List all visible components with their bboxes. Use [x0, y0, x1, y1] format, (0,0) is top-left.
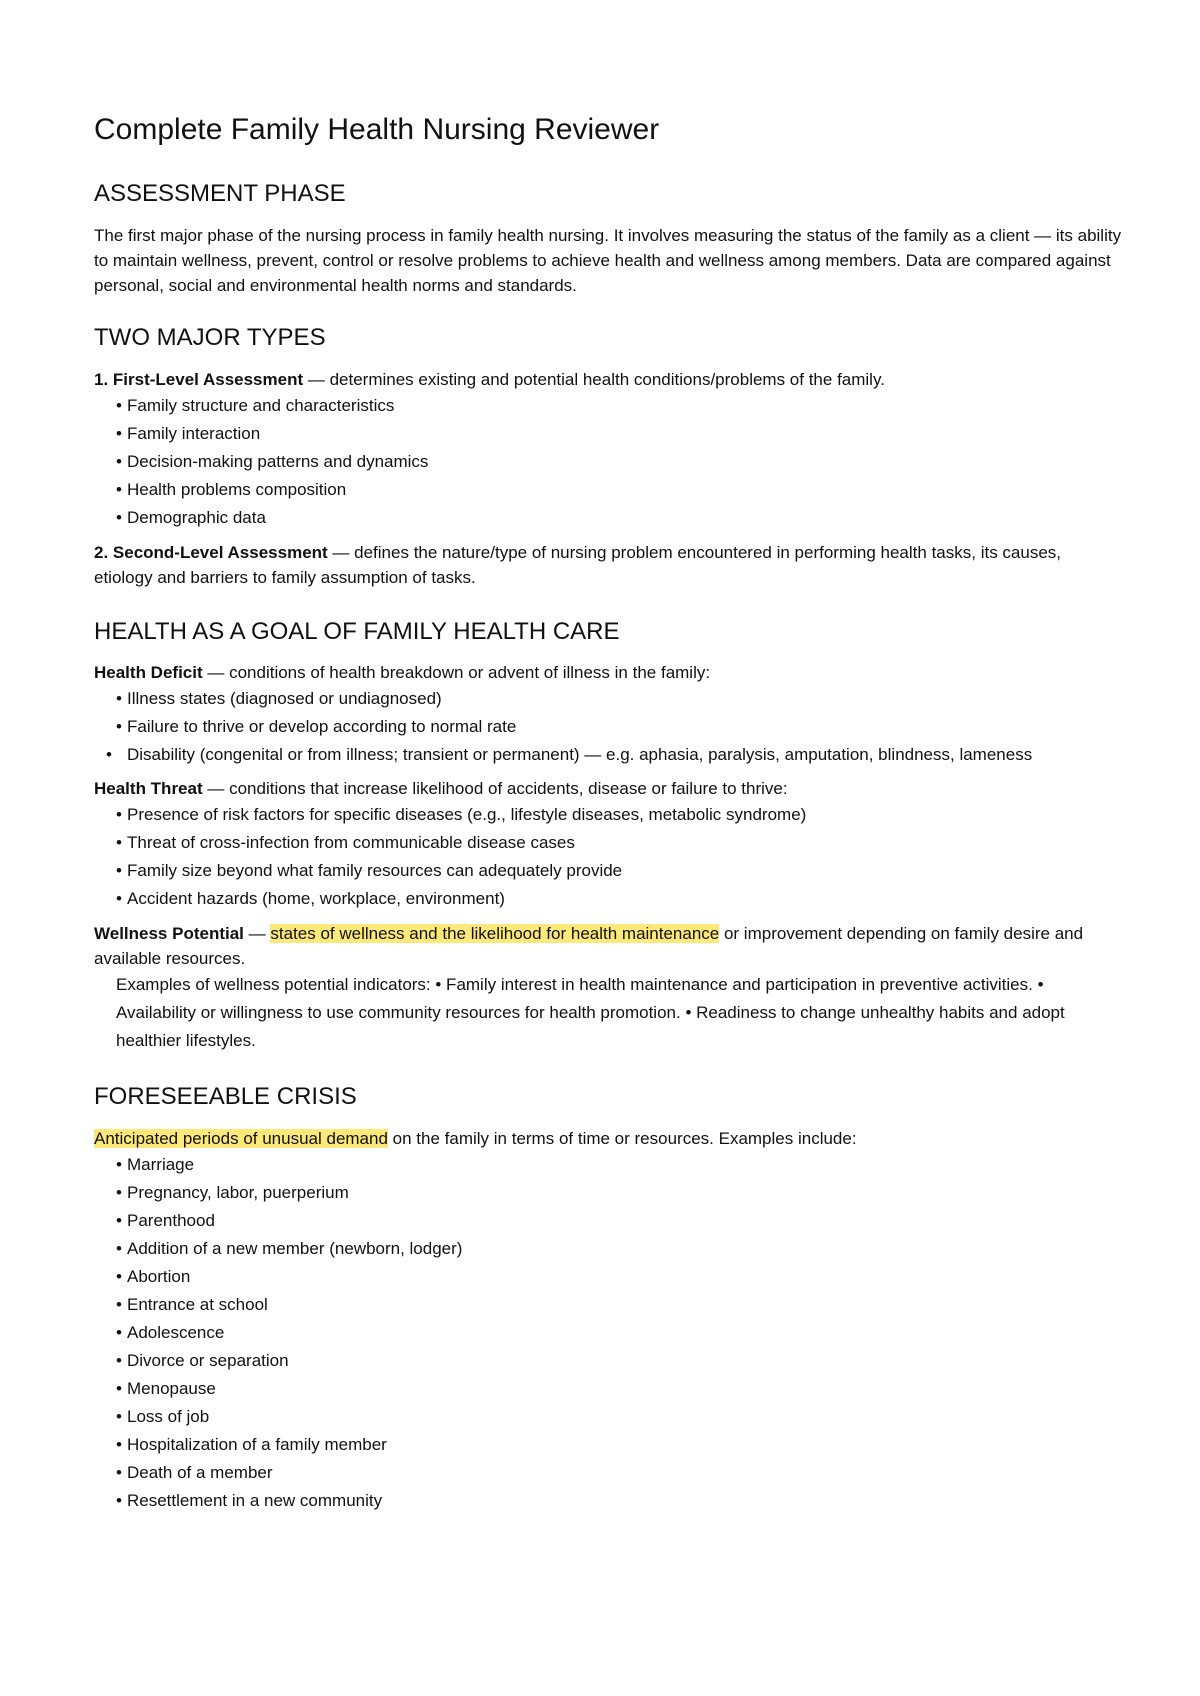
crisis-list: [94, 1151, 1124, 1515]
heading-foreseeable-crisis: FORESEEABLE CRISIS: [94, 1083, 357, 1111]
first-level-label: 1. First-Level Assessment: [94, 369, 304, 389]
list-item: • Parenthood: [116, 1211, 215, 1231]
list-item: • Family interaction: [116, 423, 261, 443]
assessment-paragraph: The first major phase of the nursing process in family health nursing. It involves measuring the status of the family as a client — its ability to maintain wellness, prevent, control or resolve problems to achieve health and wellness among members. Data are compared against personal, social and environmental health norms and standards.: [94, 225, 1122, 295]
health-threat-list: [94, 801, 1124, 913]
heading-two-major-types: TWO MAJOR TYPES: [94, 323, 326, 351]
list-item: • Abortion: [116, 1267, 191, 1287]
list-item: • Entrance at school: [116, 1295, 268, 1315]
list-item: • Adolescence: [116, 1323, 225, 1343]
list-item: • Hospitalization of a family member: [116, 1435, 387, 1455]
list-item: • Failure to thrive or develop according to normal rate: [116, 717, 517, 737]
health-threat-desc: — conditions that increase likelihood of accidents, disease or failure to thrive:: [202, 779, 788, 799]
health-threat: [94, 776, 1124, 801]
list-item: • Illness states (diagnosed or undiagnosed): [116, 689, 442, 709]
list-item: • Resettlement in a new community: [116, 1491, 383, 1511]
list-item: • Loss of job: [116, 1407, 210, 1427]
list-item: • Marriage: [116, 1155, 195, 1175]
health-threat-label: Health Threat: [94, 779, 203, 799]
list-item: • Disability (congenital or from illness; transient or permanent) — e.g. aphasia, paralysis, amputation, blindness, lameness: [106, 745, 1033, 765]
crisis-intro: Anticipated periods of unusual demand on the family in terms of time or resources. Examples include:: [94, 1129, 857, 1149]
list-item: • Decision-making patterns and dynamics: [116, 451, 429, 471]
health-deficit-label: Health Deficit: [94, 663, 203, 683]
document-page: [94, 112, 1124, 1515]
wellness-highlight: states of wellness and the likelihood for health maintenance: [270, 924, 720, 944]
wellness-examples: Examples of wellness potential indicators: • Family interest in health maintenance and participation in preventive activities. • Availability or willingness to use community resources for health promotion. • Readiness to change unhealthy habits and adopt healthier lifestyles.: [116, 975, 1065, 1051]
list-item: • Threat of cross-infection from communicable disease cases: [116, 833, 575, 853]
first-level-list: [94, 392, 1124, 532]
list-item: • Menopause: [116, 1379, 216, 1399]
list-item: • Health problems composition: [116, 479, 347, 499]
health-deficit-list: [94, 685, 1124, 768]
list-item: • Addition of a new member (newborn, lodger): [116, 1239, 463, 1259]
list-item: • Pregnancy, labor, puerperium: [116, 1183, 349, 1203]
list-item: • Divorce or separation: [116, 1351, 289, 1371]
list-item: • Family size beyond what family resources can adequately provide: [116, 861, 623, 881]
heading-health-goal: HEALTH AS A GOAL OF FAMILY HEALTH CARE: [94, 617, 620, 645]
list-item: • Accident hazards (home, workplace, environment): [116, 889, 505, 909]
second-level-desc: — defines the nature/type of nursing problem encountered in performing health tasks, its causes, etiology and barriers to family assumption of tasks.: [94, 542, 1062, 587]
document-title: Complete Family Health Nursing Reviewer: [94, 113, 660, 146]
list-item: • Demographic data: [116, 507, 266, 527]
list-item: • Presence of risk factors for specific diseases (e.g., lifestyle diseases, metabolic syndrome): [116, 805, 807, 825]
wellness-potential-label: Wellness Potential: [94, 924, 244, 944]
first-level-desc: — determines existing and potential health conditions/problems of the family.: [303, 369, 885, 389]
list-item: • Death of a member: [116, 1463, 273, 1483]
second-level-label: 2. Second-Level Assessment: [94, 542, 328, 562]
list-item: • Family structure and characteristics: [116, 395, 395, 415]
wellness-potential: Wellness Potential — states of wellness and the likelihood for health maintenance or improvement depending on family desire and available resources.: [94, 924, 1084, 969]
crisis-highlight: Anticipated periods of unusual demand: [94, 1129, 388, 1149]
heading-assessment-phase: ASSESSMENT PHASE: [94, 180, 346, 207]
first-level-assessment: [94, 367, 1124, 392]
health-deficit-desc: — conditions of health breakdown or advent of illness in the family:: [202, 663, 711, 683]
health-deficit: [94, 660, 1124, 685]
second-level-assessment: [94, 540, 1124, 590]
